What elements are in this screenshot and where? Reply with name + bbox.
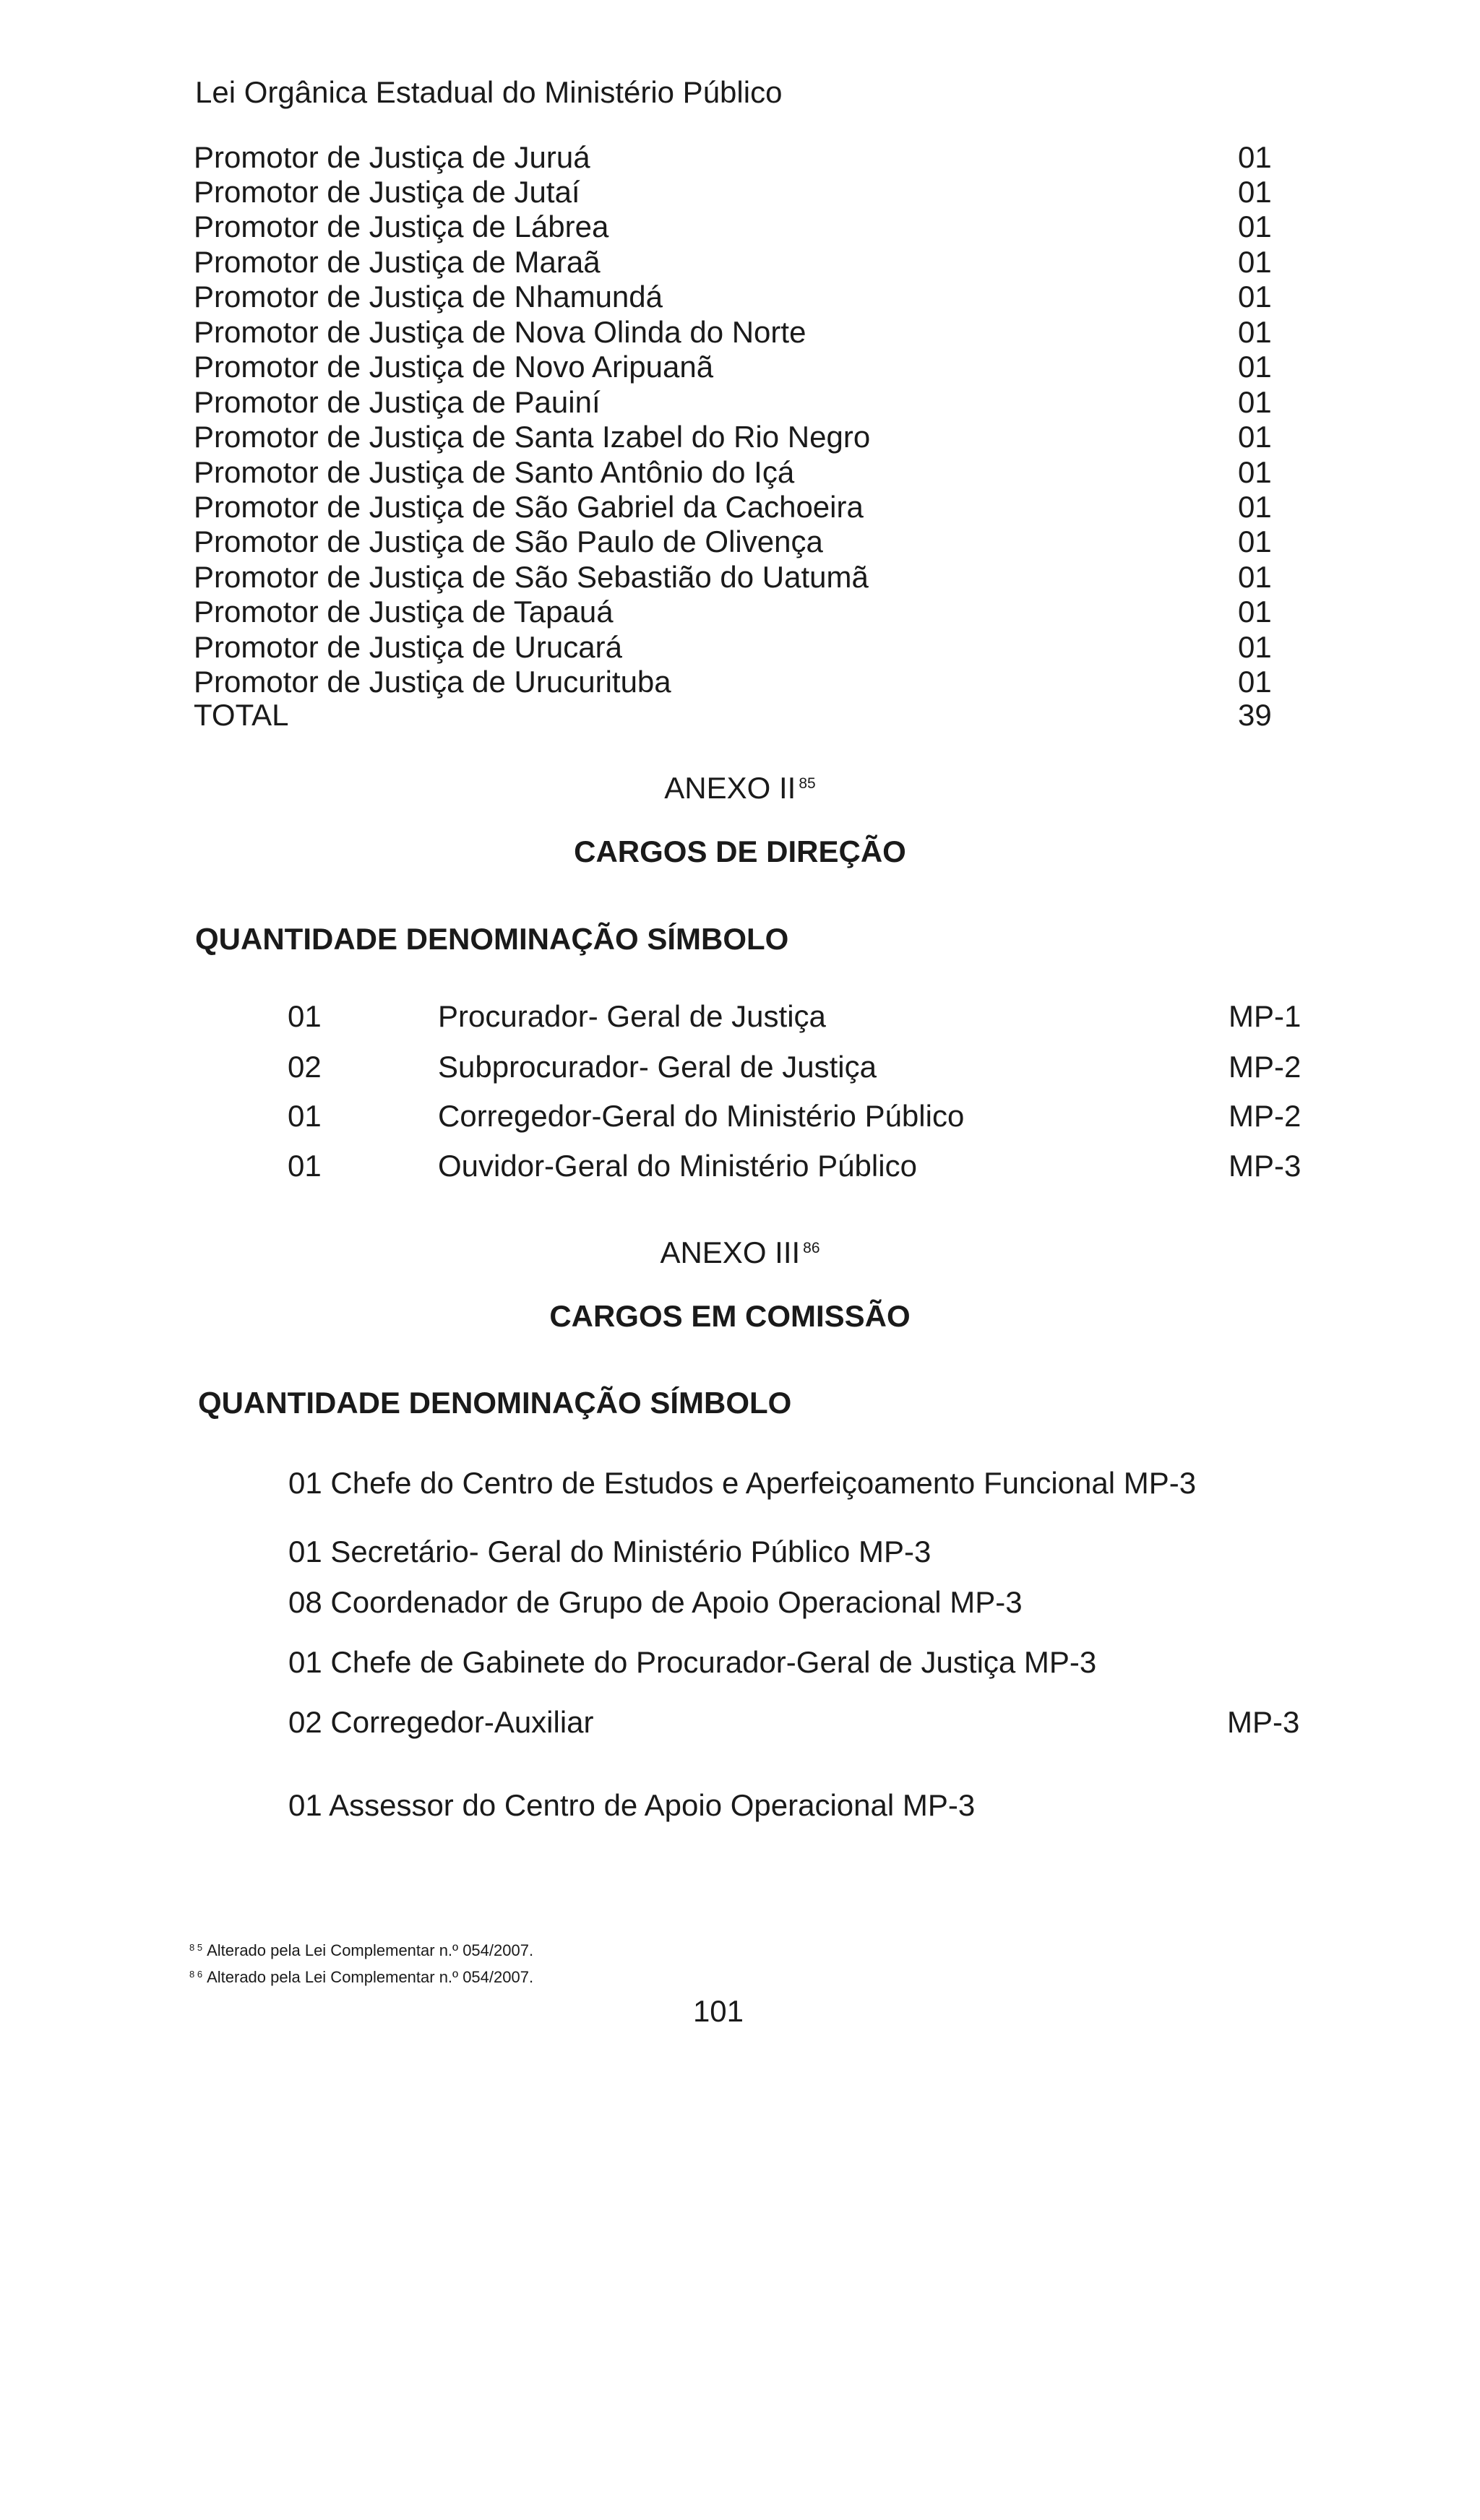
list-item-label: Promotor de Justiça de Nova Olinda do Norte bbox=[194, 315, 806, 349]
footnote-mark: 8 6 bbox=[189, 1969, 203, 1980]
footnote bbox=[189, 1938, 533, 1961]
list-item: 08 Coordenador de Grupo de Apoio Operacional MP-3 bbox=[288, 1585, 1023, 1619]
list-item-label: Promotor de Justiça de Pauiní bbox=[194, 385, 601, 419]
list-item-label: Promotor de Justiça de Urucurituba bbox=[194, 665, 671, 699]
list-item: 01 Assessor do Centro de Apoio Operacional MP-3 bbox=[288, 1788, 976, 1822]
list-item-label: Promotor de Justiça de São Gabriel da Cachoeira bbox=[194, 490, 864, 524]
total-value: 39 bbox=[1238, 698, 1272, 732]
list-item-label: Promotor de Justiça de Juruá bbox=[194, 140, 590, 174]
footnote bbox=[189, 1964, 533, 1988]
table-cell-qty: 01 bbox=[288, 999, 322, 1033]
anexo-ii-table-header: QUANTIDADE DENOMINAÇÃO SÍMBOLO bbox=[195, 922, 789, 956]
list-item-count: 01 bbox=[1238, 350, 1272, 384]
table-cell-name: Subprocurador- Geral de Justiça bbox=[438, 1050, 877, 1084]
anexo-iii-subtitle: CARGOS EM COMISSÃO bbox=[549, 1299, 911, 1333]
list-item-label: Promotor de Justiça de Tapauá bbox=[194, 595, 614, 629]
list-item: 01 Chefe do Centro de Estudos e Aperfeiçoamento Funcional MP-3 bbox=[288, 1466, 1197, 1500]
anexo-ii-subtitle: CARGOS DE DIREÇÃO bbox=[574, 834, 906, 868]
table-cell-symbol: MP-2 bbox=[1229, 1099, 1302, 1133]
anexo-ii-footnote-ref: 85 bbox=[799, 775, 816, 792]
anexo-ii-title: ANEXO II bbox=[664, 771, 796, 805]
page-number: 101 bbox=[692, 1994, 744, 2028]
list-item-count: 01 bbox=[1238, 630, 1272, 664]
list-item-count: 01 bbox=[1238, 595, 1272, 629]
list-item-label: Promotor de Justiça de São Paulo de Olivença bbox=[194, 525, 823, 558]
footnote-mark: 8 5 bbox=[189, 1942, 203, 1953]
anexo-iii-title: ANEXO III bbox=[660, 1235, 801, 1269]
table-cell-qty: 01 bbox=[288, 1149, 322, 1183]
list-item-label: Promotor de Justiça de Urucará bbox=[194, 630, 622, 664]
list-item-count: 01 bbox=[1238, 245, 1272, 279]
footnote-text: Alterado pela Lei Complementar n.º 054/2007. bbox=[207, 1968, 534, 1986]
list-item-label: Promotor de Justiça de Novo Aripuanã bbox=[194, 350, 714, 384]
list-item-label: Promotor de Justiça de Santo Antônio do Içá bbox=[194, 455, 795, 489]
document-header: Lei Orgânica Estadual do Ministério Público bbox=[195, 75, 783, 109]
table-cell-symbol: MP-2 bbox=[1229, 1050, 1302, 1084]
list-item-count: 01 bbox=[1238, 665, 1272, 699]
list-item: 01 Chefe de Gabinete do Procurador-Geral de Justiça MP-3 bbox=[288, 1645, 1097, 1679]
list-item-label: Promotor de Justiça de São Sebastião do Uatumã bbox=[194, 560, 869, 594]
table-cell-name: Corregedor-Geral do Ministério Público bbox=[438, 1099, 965, 1133]
list-item-label: Promotor de Justiça de Santa Izabel do Rio Negro bbox=[194, 420, 871, 454]
list-item: 01 Secretário- Geral do Ministério Público MP-3 bbox=[288, 1535, 932, 1568]
table-cell-symbol: MP-3 bbox=[1229, 1149, 1302, 1183]
list-item-count: 01 bbox=[1238, 315, 1272, 349]
list-item-count: 01 bbox=[1238, 280, 1272, 314]
list-item-count: 01 bbox=[1238, 490, 1272, 524]
list-item-symbol: MP-3 bbox=[1227, 1705, 1300, 1739]
total-label: TOTAL bbox=[194, 698, 289, 732]
anexo-iii-footnote-ref: 86 bbox=[803, 1240, 820, 1256]
table-cell-name: Ouvidor-Geral do Ministério Público bbox=[438, 1149, 917, 1183]
table-cell-name: Procurador- Geral de Justiça bbox=[438, 999, 826, 1033]
anexo-iii-table-header: QUANTIDADE DENOMINAÇÃO SÍMBOLO bbox=[198, 1386, 792, 1420]
list-item-count: 01 bbox=[1238, 210, 1272, 243]
list-item-count: 01 bbox=[1238, 525, 1272, 558]
table-cell-qty: 02 bbox=[288, 1050, 322, 1084]
list-item-label: Promotor de Justiça de Nhamundá bbox=[194, 280, 663, 314]
table-cell-qty: 01 bbox=[288, 1099, 322, 1133]
list-item-count: 01 bbox=[1238, 385, 1272, 419]
table-cell-symbol: MP-1 bbox=[1229, 999, 1302, 1033]
list-item-label: Promotor de Justiça de Jutaí bbox=[194, 175, 580, 209]
list-item-count: 01 bbox=[1238, 455, 1272, 489]
list-item-count: 01 bbox=[1238, 175, 1272, 209]
footnote-text: Alterado pela Lei Complementar n.º 054/2007. bbox=[207, 1941, 534, 1959]
list-item-count: 01 bbox=[1238, 420, 1272, 454]
list-item-count: 01 bbox=[1238, 560, 1272, 594]
anexo-iii-title-line bbox=[0, 1231, 1480, 1270]
anexo-ii-title-line bbox=[0, 767, 1480, 806]
list-item-count: 01 bbox=[1238, 140, 1272, 174]
list-item-label: Promotor de Justiça de Lábrea bbox=[194, 210, 609, 243]
list-item-label: Promotor de Justiça de Maraã bbox=[194, 245, 601, 279]
list-item: 02 Corregedor-Auxiliar bbox=[288, 1705, 594, 1739]
